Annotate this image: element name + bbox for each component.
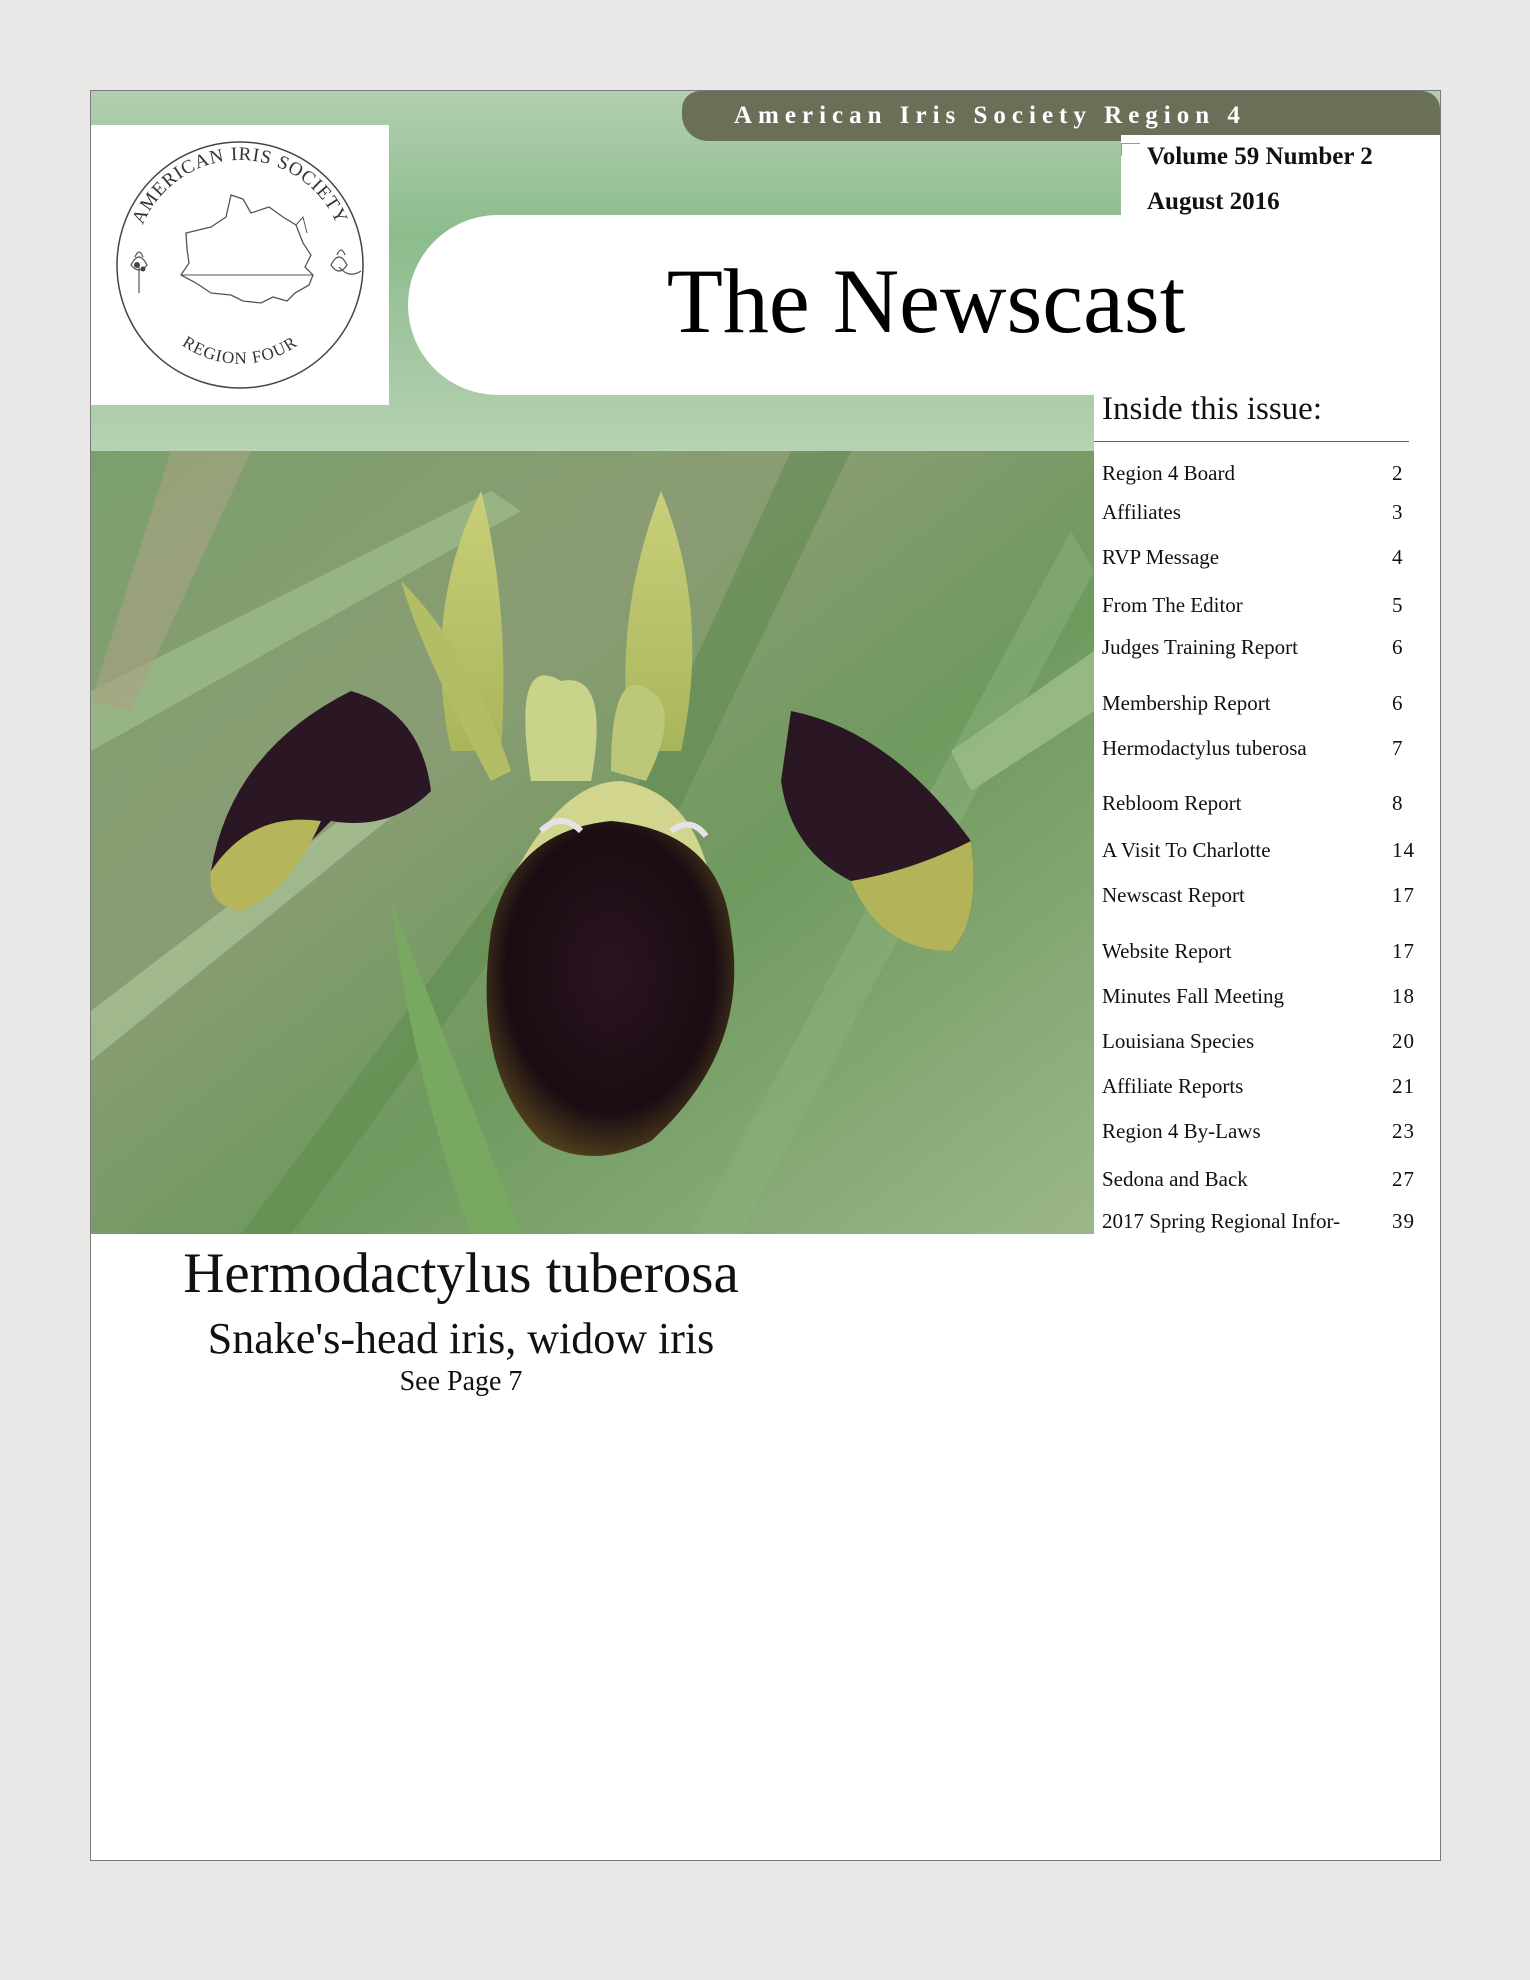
- cover-caption-see-page[interactable]: See Page 7: [399, 1366, 523, 1397]
- society-logo: [91, 125, 389, 405]
- toc-item[interactable]: [1094, 691, 1434, 721]
- toc-item-page: 3: [1392, 500, 1404, 524]
- toc-item[interactable]: [1094, 1029, 1434, 1059]
- toc-item-page: 17: [1392, 939, 1415, 963]
- toc-item[interactable]: [1094, 635, 1434, 665]
- toc-item[interactable]: [1094, 984, 1434, 1014]
- svg-text:AMERICAN IRIS SOCIETY: [128, 144, 352, 228]
- toc-item-label: Region 4 Board: [1102, 461, 1235, 485]
- toc-item-label: Region 4 By-Laws: [1102, 1119, 1261, 1143]
- toc-item[interactable]: [1094, 736, 1434, 766]
- table-of-contents: [1094, 391, 1441, 1234]
- toc-item[interactable]: [1094, 1074, 1434, 1104]
- toc-item-page: 4: [1392, 545, 1404, 569]
- toc-item-page: 6: [1392, 635, 1404, 659]
- toc-divider: [1094, 441, 1409, 442]
- toc-item-label: Membership Report: [1102, 691, 1271, 715]
- toc-heading: Inside this issue:: [1102, 391, 1322, 427]
- cover-photo: [91, 451, 1094, 1234]
- toc-item-page: 17: [1392, 883, 1415, 907]
- toc-item[interactable]: [1094, 461, 1434, 491]
- toc-item-page: 5: [1392, 593, 1404, 617]
- logo-top-text: AMERICAN IRIS SOCIETY: [128, 143, 352, 228]
- toc-item-label: Rebloom Report: [1102, 791, 1242, 815]
- issue-date: August 2016: [1147, 188, 1280, 215]
- toc-item[interactable]: [1094, 939, 1434, 969]
- toc-item-label: Website Report: [1102, 939, 1232, 963]
- toc-item[interactable]: [1094, 500, 1434, 530]
- toc-item-page: 6: [1392, 691, 1404, 715]
- toc-item-label: Affiliate Reports: [1102, 1074, 1244, 1098]
- toc-item-label: Minutes Fall Meeting: [1102, 984, 1284, 1008]
- toc-item-label: Judges Training Report: [1102, 635, 1299, 659]
- volume-number: Volume 59 Number 2: [1147, 143, 1373, 170]
- toc-item[interactable]: [1094, 1167, 1434, 1197]
- region-label: American Iris Society Region 4: [682, 91, 1440, 141]
- toc-item[interactable]: [1094, 883, 1434, 913]
- toc-item-page: 7: [1392, 736, 1404, 760]
- toc-item-page: 23: [1392, 1119, 1415, 1143]
- toc-item-label: Sedona and Back: [1102, 1167, 1248, 1191]
- toc-item-label: A Visit To Charlotte: [1102, 838, 1271, 862]
- toc-item-label: 2017 Spring Regional Infor-: [1102, 1209, 1341, 1233]
- toc-item-label: RVP Message: [1102, 545, 1220, 569]
- svg-text:REGION FOUR: [179, 332, 301, 368]
- cover-caption-title: Hermodactylus tuberosa: [183, 1242, 739, 1305]
- toc-item-label: From The Editor: [1102, 593, 1243, 617]
- toc-item-label: Hermodactylus tuberosa: [1102, 736, 1307, 760]
- toc-item-page: 27: [1392, 1167, 1415, 1191]
- toc-item-label: Newscast Report: [1102, 883, 1245, 907]
- region-four-seal-icon: [91, 125, 389, 405]
- toc-item-label: Louisiana Species: [1102, 1029, 1255, 1053]
- issue-info-corner: [1121, 143, 1140, 156]
- iris-flower-photo: [91, 451, 1094, 1234]
- toc-item-page: 8: [1392, 791, 1404, 815]
- cover-caption-subtitle: Snake's-head iris, widow iris: [207, 1314, 715, 1363]
- toc-item[interactable]: [1094, 1119, 1434, 1149]
- toc-item-label: Affiliates: [1102, 500, 1181, 524]
- newsletter-page: [90, 90, 1441, 1861]
- toc-item-page: 14: [1392, 838, 1415, 862]
- newsletter-title: The Newscast: [666, 250, 1186, 352]
- toc-item-page: 21: [1392, 1074, 1415, 1098]
- logo-bottom-text: REGION FOUR: [179, 332, 301, 368]
- toc-item-page: 2: [1392, 461, 1404, 485]
- toc-item-page: 18: [1392, 984, 1415, 1008]
- issue-info: [1121, 135, 1440, 231]
- toc-item[interactable]: [1094, 1209, 1434, 1239]
- toc-item[interactable]: [1094, 545, 1434, 575]
- toc-item-page: 20: [1392, 1029, 1415, 1053]
- toc-item[interactable]: [1094, 593, 1434, 623]
- toc-item-page: 39: [1392, 1209, 1415, 1233]
- toc-item[interactable]: [1094, 838, 1434, 868]
- toc-item[interactable]: [1094, 791, 1434, 821]
